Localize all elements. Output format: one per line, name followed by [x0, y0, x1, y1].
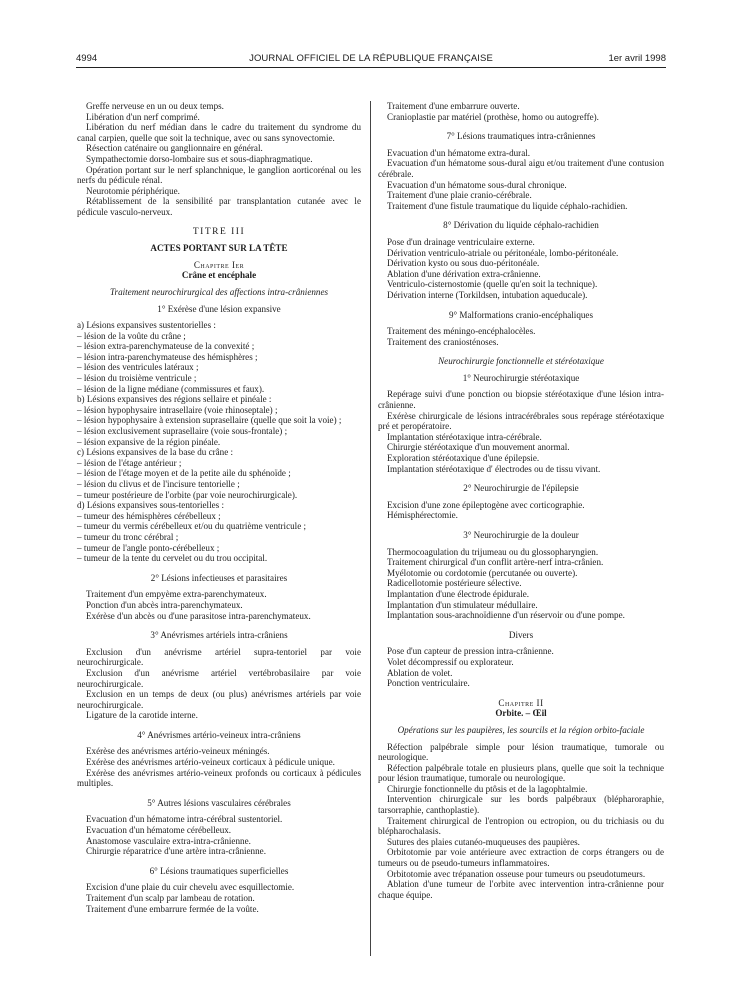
- list-item: – lésion exclusivement suprasellaire (voie sous-frontale) ;: [77, 426, 288, 437]
- list-item: c) Lésions expansives de la base du crâne :: [77, 447, 234, 458]
- titre-name: ACTES PORTANT SUR LA TÊTE: [150, 243, 288, 254]
- list-item: d) Lésions expansives sous-tentorielles :: [77, 500, 224, 511]
- intro-list: [77, 101, 361, 218]
- list-item: Implantation stéréotaxique intra-cérébrale.: [387, 431, 542, 442]
- list-item: Exclusion d'un anévrisme artériel vertébrobasilaire par voie neurochirurgicale.: [77, 667, 361, 689]
- section-list: [378, 101, 664, 122]
- section-list: [77, 589, 361, 621]
- list-item: Libération du nerf médian dans le cadre du traitement du syndrome du canal carpien, quelle que soit la technique, avec ou sans synovectomie.: [77, 122, 361, 143]
- list-item: Exérèse des anévrismes artério-veineux méningés.: [86, 746, 270, 757]
- list-item: Traitement d'une plaie cranio-cérébrale.: [387, 190, 532, 201]
- list-item: Ponction ventriculaire.: [387, 678, 470, 689]
- list-item: Radicellotomie postérieure sélective.: [387, 578, 522, 589]
- right-column: [378, 101, 664, 900]
- list-item: Pose d'un capteur de pression intra-crânienne.: [387, 646, 554, 657]
- list-item: Intervention chirurgicale sur les bords palpébraux (blépharoraphie, tarsorraphie, canthoplastie).: [378, 794, 664, 816]
- section-list: [378, 547, 664, 621]
- list-item: – lésion de la ligne médiane (commissures et faux).: [77, 383, 265, 394]
- column-divider: [370, 101, 371, 956]
- list-item: – lésion hypophysaire à extension suprasellaire (quelle que soit la voie) ;: [77, 415, 342, 426]
- list-item: Rétablissement de la sensibilité par transplantation cutanée avec le pédicule vasculo-nerveux.: [77, 196, 361, 217]
- list-item: Résection caténaire ou ganglionnaire en général.: [86, 143, 263, 154]
- list-item: Dérivation interne (Torkildsen, intubation aqueducale).: [387, 289, 588, 300]
- journal-title: JOURNAL OFFICIEL DE LA RÉPUBLIQUE FRANÇAISE: [249, 53, 493, 64]
- list-item: Traitement chirurgical d'un conflit artère-nerf intra-crânien.: [387, 557, 604, 568]
- list-item: Excision d'une plaie du cuir chevelu avec esquillectomie.: [86, 882, 295, 893]
- list-item: Implantation sous-arachnoïdienne d'un réservoir ou d'une pompe.: [387, 610, 625, 621]
- list-item: Orbitotomie par voie antérieure avec extraction de corps étrangers ou de tumeurs ou de pseudo-tumeurs inflammatoires.: [378, 847, 664, 869]
- list-item: Traitement d'une fistule traumatique du liquide céphalo-rachidien.: [387, 200, 628, 211]
- section-list: [378, 389, 664, 474]
- section-subtitle: Neurochirurgie fonctionnelle et stéréotaxique: [438, 356, 604, 367]
- list-item: Hémisphérectomie.: [387, 510, 458, 521]
- list-item: Libération d'un nerf comprimé.: [86, 111, 200, 122]
- list-item: Exérèse chirurgicale de lésions intracérébrales sous repérage stéréotaxique pré et peropératoire.: [378, 410, 664, 432]
- list-item: Sutures des plaies cutanéo-muqueuses des paupières.: [387, 836, 580, 847]
- list-item: a) Lésions expansives sustentorielles :: [77, 320, 216, 331]
- list-item: Thermocoagulation du trijumeau ou du glossopharyngien.: [387, 546, 599, 557]
- section-list: [77, 746, 361, 788]
- section-heading: 1° Neurochirurgie stéréotaxique: [462, 372, 580, 383]
- section-heading: 6° Lésions traumatiques superficielles: [149, 865, 289, 876]
- list-item: – tumeur des hémisphères cérébelleux ;: [77, 510, 221, 521]
- section-heading: 3° Neurochirurgie de la douleur: [463, 530, 579, 540]
- list-item: – lésion du troisième ventricule ;: [77, 373, 197, 384]
- chapitre-heading: Chapitre II: [498, 697, 544, 708]
- section-heading: 8° Dérivation du liquide céphalo-rachidien: [443, 220, 599, 231]
- section-heading: 3° Anévrismes artériels intra-crâniens: [150, 630, 288, 641]
- list-item: Neurotomie périphérique.: [86, 185, 180, 196]
- list-item: – lésion de l'étage moyen et de la petite aile du sphénoïde ;: [77, 468, 291, 479]
- list-item: – tumeur du vermis cérébelleux et/ou du quatrième ventricule ;: [77, 521, 307, 532]
- section-heading: 2° Neurochirurgie de l'épilepsie: [463, 483, 579, 494]
- chapitre-name: Crâne et encéphale: [181, 270, 257, 281]
- list-item: Orbitotomie avec trépanation osseuse pour tumeurs ou pseudotumeurs.: [387, 868, 646, 879]
- list-item: b) Lésions expansives des régions sellaire et pinéale :: [77, 394, 272, 405]
- list-item: Opération portant sur le nerf splanchnique, le ganglion aorticorénal ou les nerfs du pédicule rénal.: [77, 164, 361, 186]
- list-item: Myélotomie ou cordotomie (percutanée ou ouverte).: [387, 567, 578, 578]
- section-heading: 4° Anévrismes artério-veineux intra-crâniens: [137, 729, 301, 740]
- list-item: Greffe nerveuse en un ou deux temps.: [86, 101, 224, 111]
- section-list: [378, 237, 664, 301]
- list-item: Chirurgie réparatrice d'une artère intra-crânienne.: [86, 846, 266, 857]
- list-item: Exclusion en un temps de deux (ou plus) anévrismes artériels par voie neurochirurgicale.: [77, 689, 361, 710]
- list-item: – lésion de l'étage antérieur ;: [77, 457, 182, 468]
- section-list: [378, 148, 664, 212]
- chapitre-heading: Chapitre Ier: [193, 259, 245, 270]
- list-item: – lésion des ventricules latéraux ;: [77, 362, 199, 373]
- section-list: [378, 742, 664, 901]
- list-item: Ventriculo-cisternostomie (quelle qu'en soit la technique).: [387, 279, 598, 290]
- list-item: Anastomose vasculaire extra-intra-crânienne.: [86, 835, 251, 846]
- list-item: Excision d'une zone épileptogène avec corticographie.: [387, 499, 585, 510]
- list-item: Réfection palpébrale simple pour lésion traumatique, tumorale ou neurologique.: [378, 741, 664, 763]
- section-heading: 9° Malformations cranio-encéphaliques: [448, 309, 594, 320]
- list-item: Ligature de la carotide interne.: [86, 710, 198, 721]
- list-item: Implantation d'un stimulateur médullaire.: [387, 599, 538, 610]
- list-item: – tumeur postérieure de l'orbite (par voie neurochirurgicale).: [77, 489, 298, 500]
- section-list: [378, 500, 664, 521]
- list-item: Repérage suivi d'une ponction ou biopsie stéréotaxique d'une lésion intra-crânienne.: [378, 389, 664, 411]
- list-item: – tumeur de l'angle ponto-cérébelleux ;: [77, 542, 220, 553]
- publication-date: 1er avril 1998: [608, 53, 666, 64]
- list-item: Evacuation d'un hématome intra-cérébral sustentoriel.: [86, 814, 283, 825]
- section-subtitle: Traitement neurochirurgical des affections intra-crâniennes: [109, 286, 329, 297]
- section-heading: 2° Lésions infectieuses et parasitaires: [150, 572, 288, 583]
- list-item: Exclusion d'un anévrisme artériel supra-tentoriel par voie neurochirurgicale.: [77, 646, 361, 668]
- list-item: – lésion extra-parenchymateuse de la convexité ;: [77, 341, 255, 352]
- list-item: Traitement d'un empyème extra-parenchymateux.: [86, 589, 267, 600]
- chapitre-name: Orbite. – Œil: [495, 708, 547, 719]
- section-heading: Divers: [508, 629, 534, 640]
- list-item: Ablation d'une tumeur de l'orbite avec intervention intra-crânienne pour chaque équipe.: [378, 879, 664, 900]
- section-heading: 1° Exérèse d'une lésion expansive: [157, 303, 281, 314]
- list-item: Exérèse d'un abcès ou d'une parasitose intra-parenchymateux.: [86, 610, 311, 621]
- list-item: Traitement d'une embarrure ouverte.: [387, 101, 520, 111]
- list-item: Traitement d'une embarrure fermée de la voûte.: [86, 903, 259, 914]
- list-item: Ablation d'une dérivation extra-crânienne.: [387, 268, 541, 279]
- list-item: Ablation de volet.: [387, 667, 453, 678]
- header-rule: [76, 67, 666, 68]
- list-item: Dérivation kysto ou sous duo-péritonéale.: [387, 258, 540, 269]
- page-number: 4994: [76, 53, 98, 64]
- list-item: – lésion du clivus et de l'incisure tentorielle ;: [77, 479, 240, 489]
- list-item: Chirurgie stéréotaxique d'un mouvement anormal.: [387, 442, 570, 453]
- list-item: Chirurgie fonctionnelle du ptôsis et de la lagophtalmie.: [387, 783, 588, 794]
- list-item: Evacuation d'un hématome cérébelleux.: [86, 825, 232, 836]
- section-list: [77, 647, 361, 721]
- section-list: [77, 320, 361, 564]
- page-header: [76, 53, 666, 67]
- list-item: – lésion de la voûte du crâne ;: [77, 330, 186, 341]
- list-item: Traitement d'un scalp par lambeau de rotation.: [86, 893, 255, 903]
- section-subtitle: Opérations sur les paupières, les sourcils et la région orbito-faciale: [397, 724, 645, 735]
- list-item: Exérèse des anévrismes artério-veineux profonds ou corticaux à pédicules multiples.: [77, 767, 361, 789]
- list-item: Ponction d'un abcès intra-parenchymateux.: [86, 599, 243, 610]
- list-item: – lésion hypophysaire intrasellaire (voie rhinoseptale) ;: [77, 404, 278, 415]
- list-item: Dérivation ventriculo-atriale ou péritonéale, lombo-péritonéale.: [387, 247, 619, 258]
- list-item: Traitement chirurgical de l'entropion ou ectropion, ou du trichiasis ou du blépharochalasis.: [378, 815, 664, 837]
- list-item: Cranioplastie par matériel (prothèse, homo ou autogreffe).: [387, 111, 599, 122]
- list-item: Exérèse des anévrismes artério-veineux corticaux à pédicule unique.: [86, 757, 335, 768]
- section-heading: 5° Autres lésions vasculaires cérébrales: [147, 797, 291, 808]
- section-list: [77, 882, 361, 914]
- list-item: – lésion expansive de la région pinéale.: [77, 436, 221, 447]
- section-list: [77, 814, 361, 856]
- list-item: Exploration stéréotaxique d'une épilepsie.: [387, 453, 540, 464]
- titre-heading: TITRE III: [192, 226, 246, 237]
- section-heading: 7° Lésions traumatiques intra-crâniennes: [446, 131, 596, 142]
- list-item: Evacuation d'un hématome extra-dural.: [387, 147, 531, 158]
- list-item: Traitement des craniosténoses.: [387, 336, 499, 347]
- section-list: [378, 646, 664, 688]
- list-item: – tumeur du tronc cérébral ;: [77, 531, 179, 542]
- section-list: [378, 326, 664, 347]
- list-item: Implantation stéréotaxique d' électrodes ou de tissu vivant.: [387, 463, 601, 474]
- list-item: Sympathectomie dorso-lombaire sus et sous-diaphragmatique.: [86, 153, 313, 164]
- list-item: Implantation d'une électrode épidurale.: [387, 588, 530, 599]
- list-item: – lésion intra-parenchymateuse des hémisphères ;: [77, 351, 258, 362]
- list-item: Réfection palpébrale totale en plusieurs plans, quelle que soit la technique pour lésion traumatique, tumorale ou neurologique.: [378, 762, 664, 784]
- list-item: Traitement des méningo-encéphalocèles.: [387, 326, 536, 337]
- list-item: Volet décompressif ou explorateur.: [387, 656, 514, 667]
- list-item: Pose d'un drainage ventriculaire externe.: [387, 236, 535, 247]
- left-column: [77, 101, 361, 914]
- list-item: Evacuation d'un hématome sous-dural aigu et/ou traitement d'une contusion cérébrale.: [378, 158, 664, 179]
- list-item: Evacuation d'un hématome sous-dural chronique.: [387, 179, 567, 190]
- list-item: – tumeur de la tente du cervelet ou du trou occipital.: [77, 553, 268, 564]
